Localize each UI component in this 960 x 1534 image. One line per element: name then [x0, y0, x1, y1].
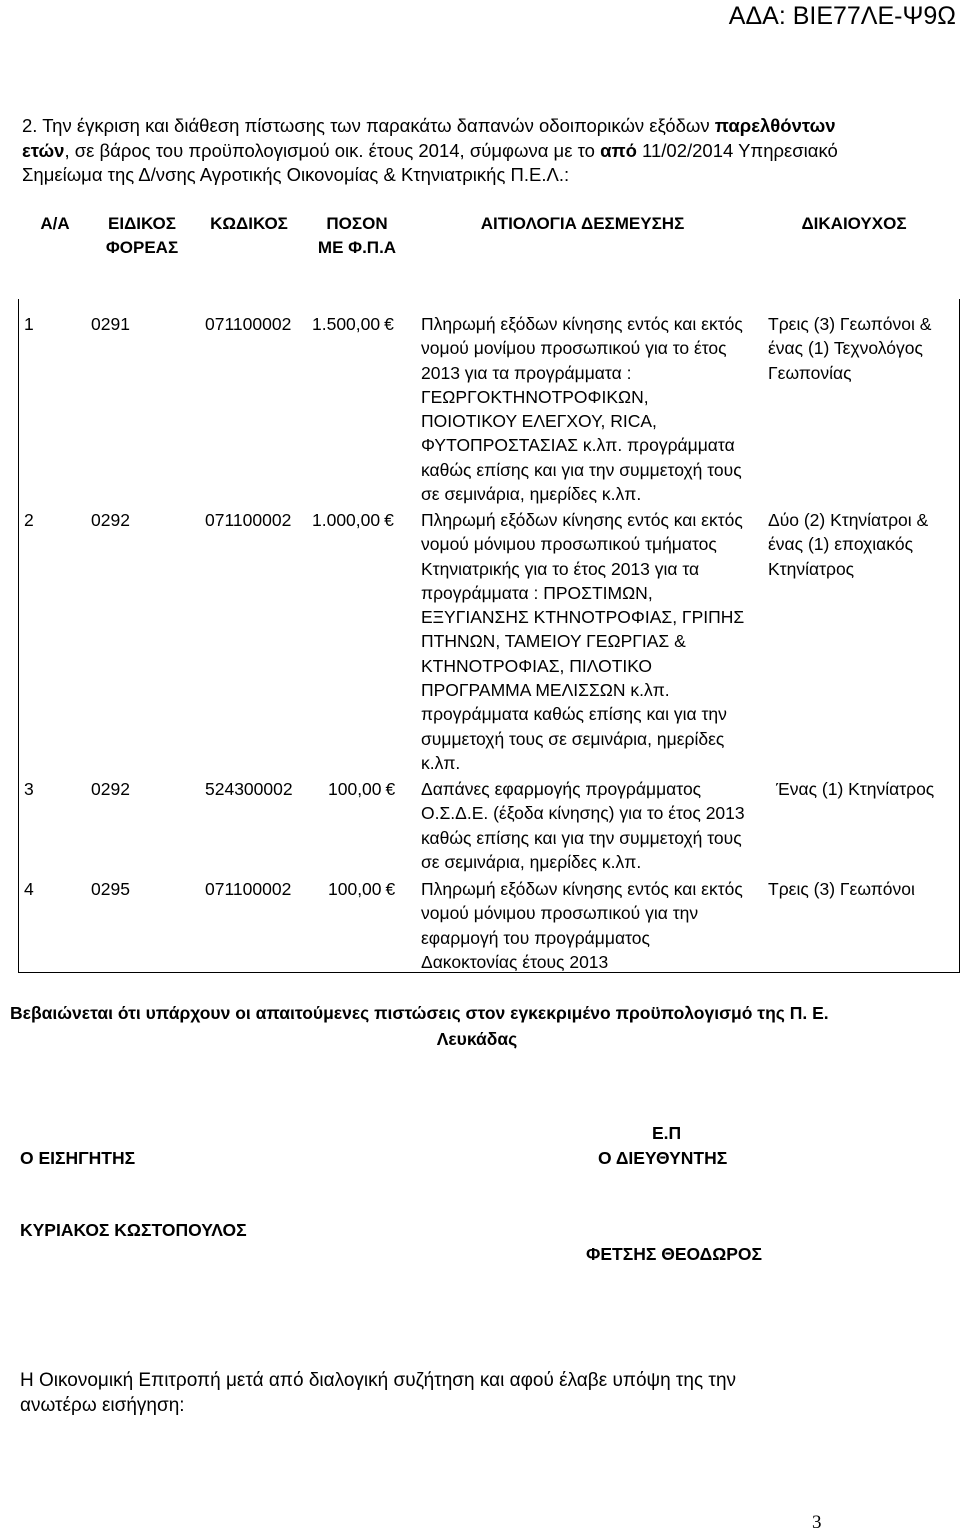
cell-beneficiary: [776, 777, 960, 801]
cell-beneficiary: [768, 312, 954, 385]
intro-text: 11/02/2014 Υπηρεσιακό: [636, 139, 838, 161]
header-foreas-line1: ΕΙΔΙΚΟΣ: [108, 214, 176, 233]
cell-aa: 2: [24, 510, 34, 530]
committee-line: Η Οικονομική Επιτροπή μετά από διαλογική συζήτηση και αφού έλαβε υπόψη της την: [20, 1370, 737, 1391]
description-line: σε σεμινάρια, ημερίδες κ.λπ.: [421, 484, 642, 505]
description-line: εφαρμογή του προγράμματος: [421, 927, 650, 948]
euro-symbol: €: [385, 779, 396, 799]
cell-poso: [328, 777, 395, 801]
header-aa: Α/Α: [40, 214, 70, 233]
description-line: καθώς επίσης και για την συμμετοχή τους: [421, 459, 742, 480]
description-line: ΕΞΥΓΙΑΝΣΗΣ ΚΤΗΝΟΤΡΟΦΙΑΣ, ΓΡΙΠΗΣ: [421, 607, 745, 628]
rapporteur-name: ΚΥΡΙΑΚΟΣ ΚΩΣΤΟΠΟΥΛΟΣ: [20, 1220, 247, 1240]
description-line: Κτηνιατρικής για το έτος 2013 για τα: [421, 558, 700, 579]
cell-poso: [312, 312, 394, 336]
description-line: Ο.Σ.Δ.Ε. (έξοδα κίνησης) για το έτος 2013: [421, 803, 745, 824]
description-line: νομού μόνιμου προσωπικού τμήματος: [421, 534, 717, 555]
beneficiary-line: ένας (1) Τεχνολόγος: [768, 338, 923, 359]
beneficiary-line: Δύο (2) Κτηνίατροι &: [768, 510, 929, 530]
description-line: καθώς επίσης και για την συμμετοχή τους: [421, 827, 742, 848]
cell-poso: [328, 877, 395, 901]
header-aitiologia: ΑΙΤΙΟΛΟΓΙΑ ΔΕΣΜΕΥΣΗΣ: [480, 214, 685, 233]
cell-foreas: 0292: [91, 510, 130, 530]
description-line: ΠΡΟΓΡΑΜΜΑ ΜΕΛΙΣΣΩΝ κ.λπ.: [421, 680, 670, 701]
description-line: ΠΤΗΝΩΝ, ΤΑΜΕΙΟΥ ΓΕΩΡΓΙΑΣ &: [421, 631, 686, 652]
intro-text: Σημείωμα της Δ/νσης Αγροτικής Οικονομίας & Κτηνιατρικής Π.Ε.Λ.:: [22, 164, 570, 185]
certification-statement: [0, 1000, 960, 1052]
cell-kodikos: 071100002: [205, 314, 292, 334]
description-line: Πληρωμή εξόδων κίνησης εντός και εκτός: [421, 510, 743, 530]
cell-foreas: 0292: [91, 779, 130, 799]
amount-value: 1.500,00: [312, 314, 381, 334]
description-line: κ.λπ.: [421, 752, 461, 773]
description-line: ΚΤΗΝΟΤΡΟΦΙΑΣ, ΠΙΛΟΤΙΚΟ: [421, 655, 652, 676]
cell-beneficiary: [768, 877, 954, 901]
header-poso-line2: ΜΕ Φ.Π.Α: [317, 238, 397, 257]
cell-beneficiary: [768, 508, 954, 581]
description-line: ΦΥΤΟΠΡΟΣΤΑΣΙΑΣ κ.λπ. προγράμματα: [421, 435, 735, 456]
description-line: Πληρωμή εξόδων κίνησης εντός και εκτός: [421, 879, 743, 899]
description-line: νομού μόνιμου προσωπικού για την: [421, 903, 699, 924]
description-line: νομού μονίμου προσωπικού για το έτος: [421, 338, 727, 359]
header-poso: [310, 212, 404, 260]
description-line: 2013 για τα προγράμματα :: [421, 362, 632, 383]
page-number: 3: [812, 1512, 822, 1533]
header-dikaiouxos: ΔΙΚΑΙΟΥΧΟΣ: [801, 214, 907, 233]
intro-paragraph: [22, 114, 922, 188]
description-line: προγράμματα καθώς επίσης και για την: [421, 704, 727, 725]
director-title: Ο ΔΙΕΥΘΥΝΤΗΣ: [598, 1148, 728, 1168]
cell-aa: 1: [24, 314, 34, 334]
cell-foreas: 0291: [91, 314, 130, 334]
description-line: ΠΟΙΟΤΙΚΟΥ ΕΛΕΓΧΟΥ, RICA,: [421, 411, 657, 432]
header-kodikos: ΚΩΔΙΚΟΣ: [210, 214, 288, 233]
intro-bold-text: ετών: [22, 139, 65, 161]
description-line: ΓΕΩΡΓΟΚΤΗΝΟΤΡΟΦΙΚΩΝ,: [421, 386, 649, 407]
intro-text: , σε βάρος του προϋπολογισμού οικ. έτους 2014, σύμφωνα με το: [64, 139, 601, 161]
intro-text: 2. Την έγκριση και διάθεση πίστωσης των παρακάτω δαπανών οδοιπορικών εξόδων: [22, 115, 715, 136]
cell-description: [421, 877, 756, 974]
amount-value: 100,00: [328, 879, 382, 899]
euro-symbol: €: [384, 314, 394, 334]
beneficiary-line: Κτηνίατρος: [768, 558, 855, 579]
description-line: Δαπάνες εφαρμογής προγράμματος: [421, 779, 702, 799]
document-code: ΑΔΑ: ΒΙΕ77ΛΕ-Ψ9Ω: [728, 2, 956, 30]
description-line: σε σεμινάρια, ημερίδες κ.λπ.: [421, 851, 642, 872]
cell-foreas: 0295: [91, 879, 130, 899]
beneficiary-line: Ένας (1) Κτηνίατρος: [776, 779, 935, 799]
beneficiary-line: ένας (1) εποχιακός: [768, 534, 913, 555]
certification-line: Λευκάδας: [436, 1029, 518, 1049]
beneficiary-line: Τρεις (3) Γεωπόνοι &: [768, 314, 932, 334]
director-name: ΦΕΤΣΗΣ ΘΕΟΔΩΡΟΣ: [586, 1244, 763, 1264]
committee-line: ανωτέρω εισήγηση:: [20, 1395, 185, 1416]
cell-description: [421, 777, 756, 874]
beneficiary-line: Τρεις (3) Γεωπόνοι: [768, 879, 915, 899]
beneficiary-line: Γεωπονίας: [768, 362, 852, 383]
cell-kodikos: 071100002: [205, 510, 292, 530]
description-line: Δακοκτονίας έτους 2013: [421, 951, 609, 972]
cell-aa: 3: [24, 779, 34, 799]
euro-symbol: €: [384, 510, 394, 530]
certification-line: Βεβαιώνεται ότι υπάρχουν οι απαιτούμενες πιστώσεις στον εγκεκριμένο προϋπολογισμό της Π. Ε.: [10, 1003, 829, 1023]
euro-symbol: €: [385, 879, 396, 899]
amount-value: 100,00: [328, 779, 382, 799]
intro-bold-text: παρελθόντων: [714, 115, 836, 136]
committee-text: [20, 1368, 880, 1418]
cell-kodikos: 524300002: [205, 779, 293, 799]
cell-kodikos: 071100002: [205, 879, 292, 899]
rapporteur-title: Ο ΕΙΣΗΓΗΤΗΣ: [20, 1148, 136, 1168]
description-line: προγράμματα : ΠΡΟΣΤΙΜΩΝ,: [421, 582, 653, 603]
intro-bold-text: από: [600, 139, 637, 161]
cell-aa: 4: [24, 879, 34, 899]
amount-value: 1.000,00: [312, 510, 381, 530]
header-poso-line1: ΠΟΣΟΝ: [326, 214, 388, 233]
header-foreas-line2: ΦΟΡΕΑΣ: [105, 238, 179, 257]
description-line: συμμετοχή τους σε σεμινάρια, ημερίδες: [421, 728, 725, 749]
description-line: Πληρωμή εξόδων κίνησης εντός και εκτός: [421, 314, 743, 334]
cell-description: [421, 312, 756, 506]
director-prefix: Ε.Π: [652, 1123, 682, 1143]
header-foreas: [96, 212, 188, 260]
cell-description: [421, 508, 756, 775]
cell-poso: [312, 508, 394, 532]
